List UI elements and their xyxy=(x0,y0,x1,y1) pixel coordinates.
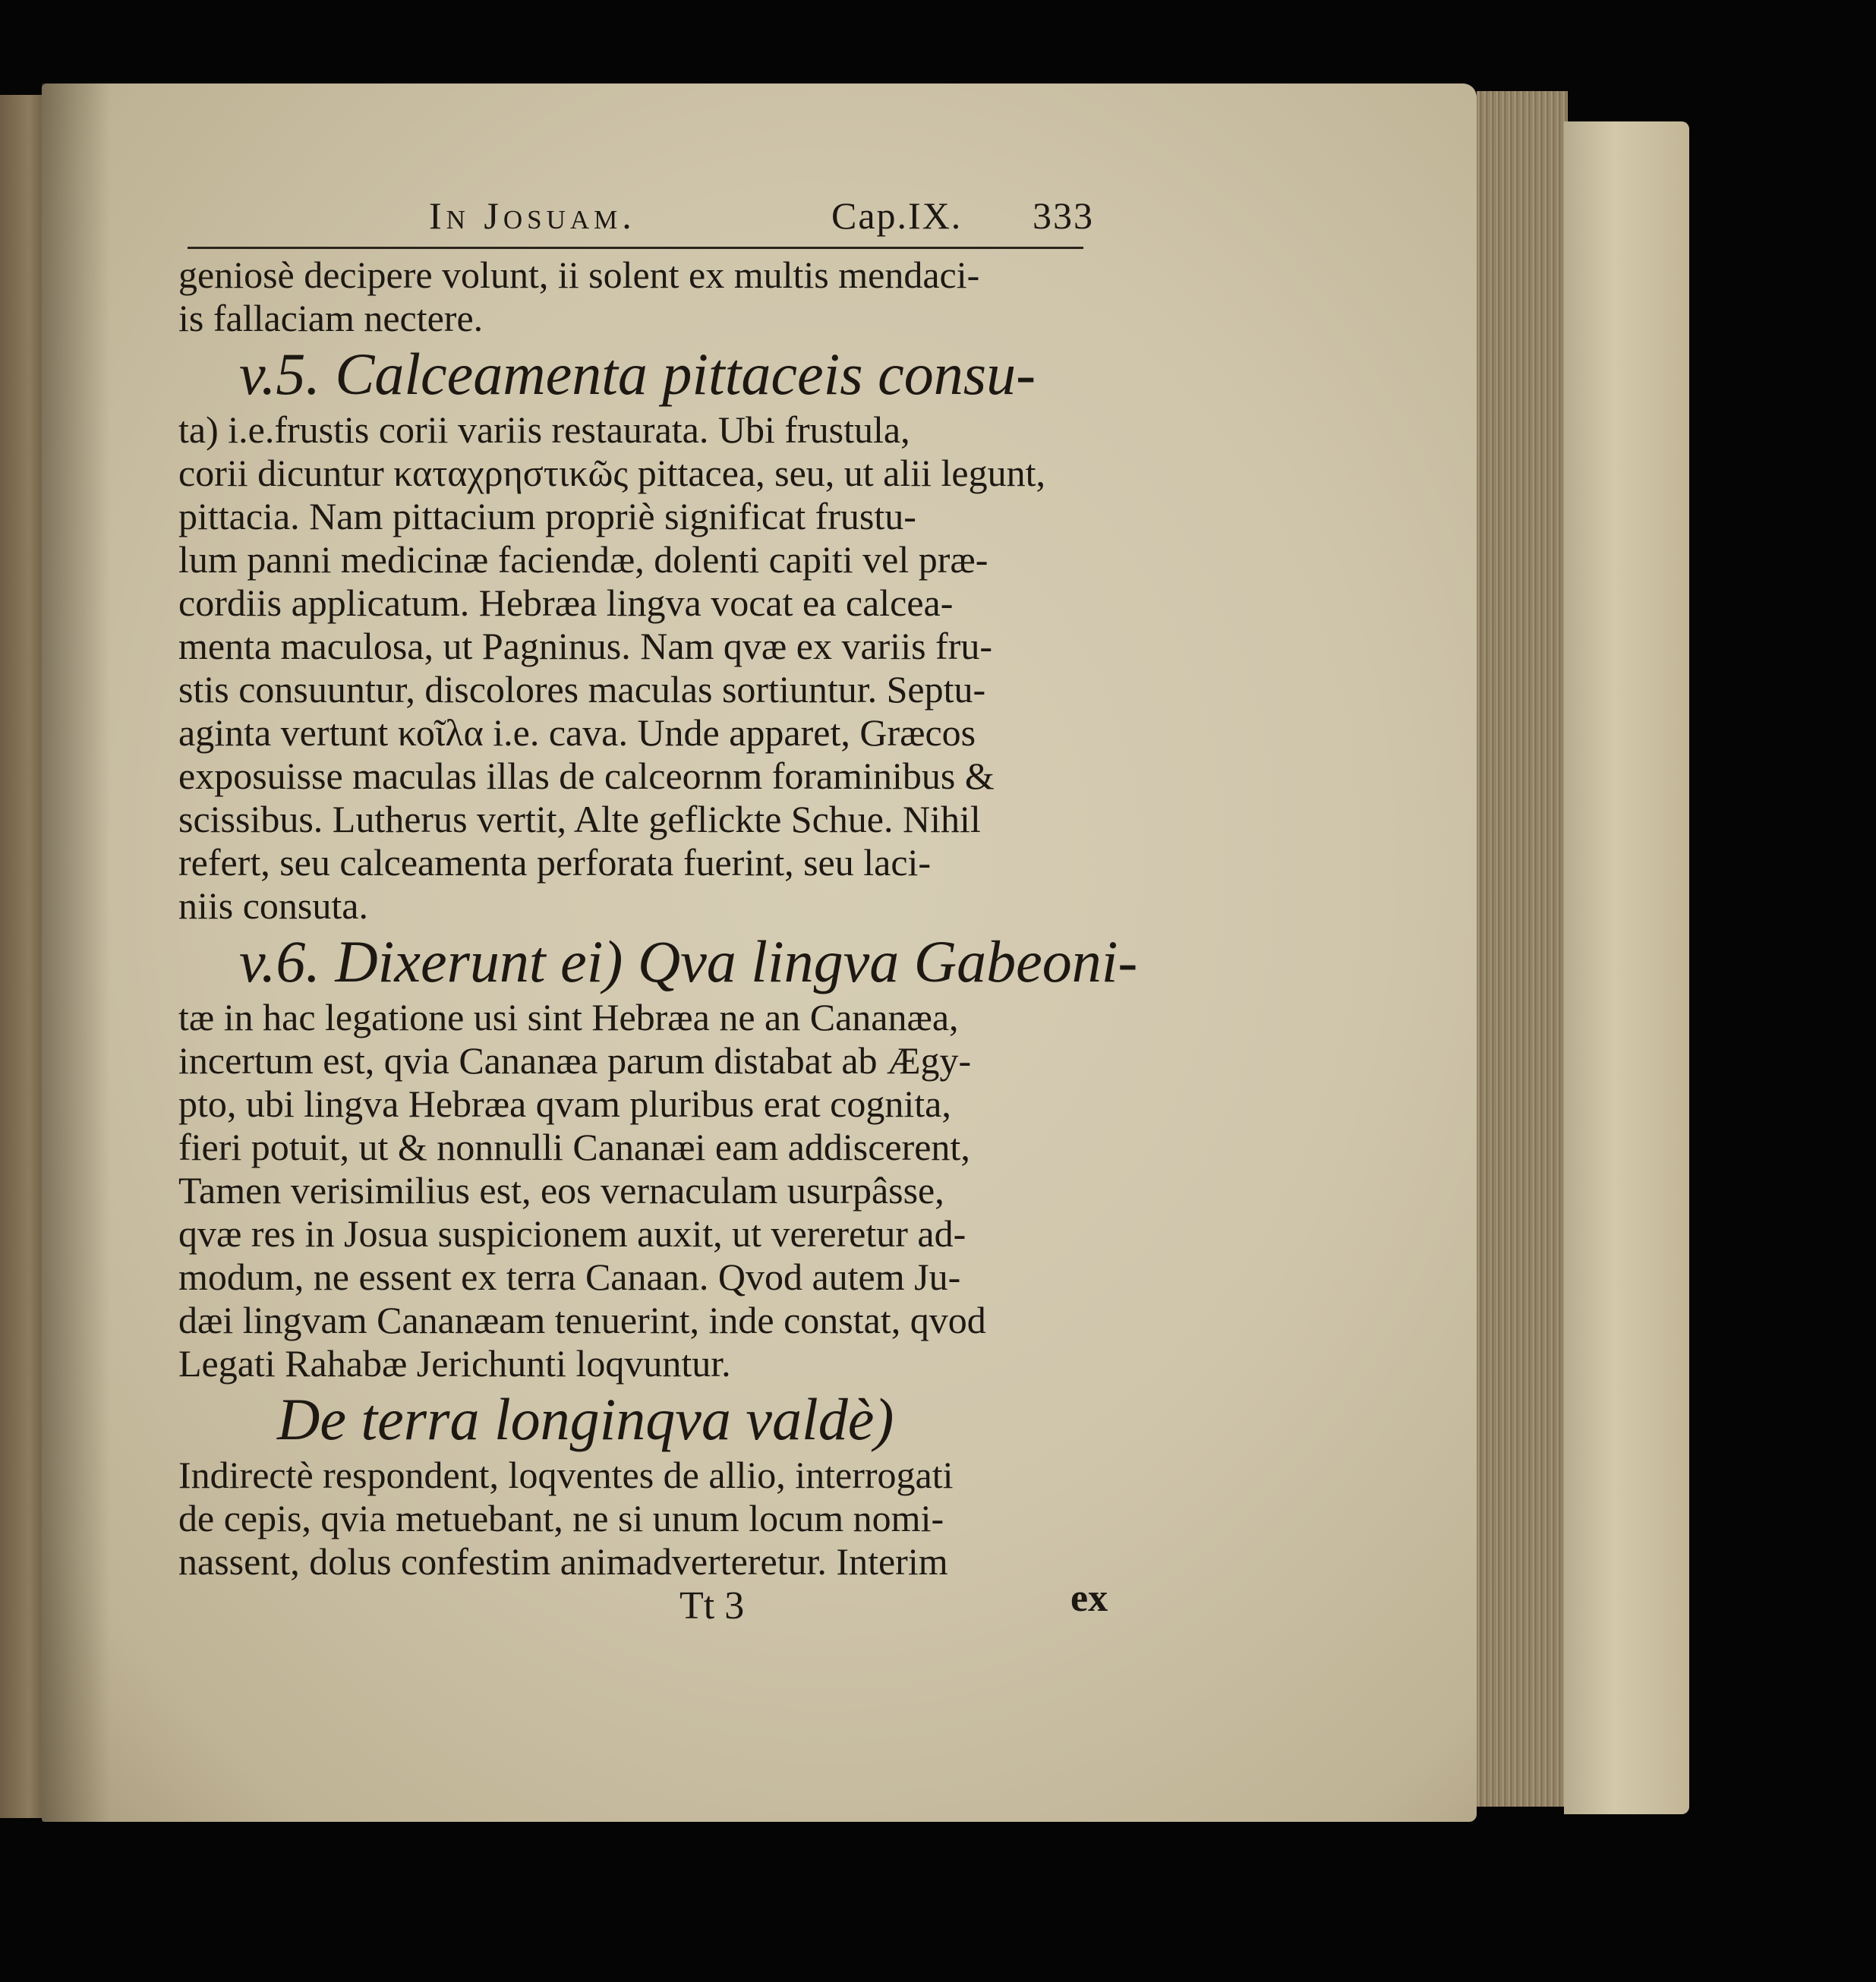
text-line: ta) i.e.frustis corii variis restaurata. Ubi frustula, xyxy=(178,408,910,451)
header-rule xyxy=(188,247,1083,249)
text-line: incertum est, qvia Cananæa parum distabat ab Ægy- xyxy=(178,1039,972,1082)
running-title: In Josuam. xyxy=(429,194,636,237)
text-line: geniosè decipere volunt, ii solent ex multis mendaci- xyxy=(178,254,980,296)
catchword: ex xyxy=(1070,1577,1108,1620)
text-line: pto, ubi lingva Hebræa qvam pluribus erat cognita, xyxy=(178,1082,951,1125)
signature-mark: Tt 3 xyxy=(679,1584,745,1628)
text-line: tæ in hac legatione usi sint Hebræa ne an Cananæa, xyxy=(178,996,959,1038)
text-line: exposuisse maculas illas de calceornm foraminibus & xyxy=(178,755,995,797)
gutter-shadow xyxy=(42,84,110,1822)
text-line: corii dicuntur καταχρηστικῶς pittacea, seu, ut alii legunt, xyxy=(178,452,1046,494)
text-line: nassent, dolus confestim animadverteretur. Interim xyxy=(178,1540,948,1583)
text-line: aginta vertunt κοῖλα i.e. cava. Unde apparet, Græcos xyxy=(178,711,976,754)
text-line: niis consuta. xyxy=(178,884,368,927)
text-line: lum panni medicinæ faciendæ, dolenti capiti vel præ- xyxy=(178,538,988,581)
text-line: de cepis, qvia metuebant, ne si unum locum nomi- xyxy=(178,1497,944,1539)
text-line: fieri potuit, ut & nonnulli Cananæi eam addiscerent, xyxy=(178,1126,970,1168)
text-line: is fallaciam nectere. xyxy=(178,297,484,339)
verse-lemma: v.5. Calceamenta pittaceis consu- xyxy=(239,341,1036,407)
page-number: 333 xyxy=(1033,194,1094,237)
text-line: scissibus. Lutherus vertit, Alte geflickte Schue. Nihil xyxy=(178,798,981,840)
text-line: menta maculosa, ut Pagninus. Nam qvæ ex variis fru- xyxy=(178,625,992,667)
verse-lemma: v.6. Dixerunt ei) Qva lingva Gabeoni- xyxy=(239,928,1138,994)
text-line: Indirectè respondent, loqventes de allio, interrogati xyxy=(178,1454,954,1496)
text-line: cordiis applicatum. Hebræa lingva vocat ea calcea- xyxy=(178,581,954,624)
chapter-label: Cap.IX. xyxy=(831,194,963,237)
page-fore-edge xyxy=(1477,91,1568,1807)
text-line: refert, seu calceamenta perforata fuerint, seu laci- xyxy=(178,841,932,884)
text-line: pittacia. Nam pittacium propriè significat frustu- xyxy=(178,495,916,537)
book-cover-board xyxy=(1564,121,1689,1814)
running-header xyxy=(178,186,1120,247)
text-line: qvæ res in Josua suspicionem auxit, ut vereretur ad- xyxy=(178,1212,966,1255)
text-line: stis consuuntur, discolores maculas sortiuntur. Septu- xyxy=(178,668,986,711)
page-footer xyxy=(178,1577,1120,1629)
text-block xyxy=(178,186,1138,1629)
text-line: Tamen verisimilius est, eos vernaculam usurpâsse, xyxy=(178,1169,944,1212)
verse-lemma: De terra longinqva valdè) xyxy=(277,1386,894,1452)
text-line: Legati Rahabæ Jerichunti loqvuntur. xyxy=(178,1342,731,1385)
text-line: dæi lingvam Cananæam tenuerint, inde constat, qvod xyxy=(178,1299,986,1341)
text-line: modum, ne essent ex terra Canaan. Qvod autem Ju- xyxy=(178,1256,961,1298)
